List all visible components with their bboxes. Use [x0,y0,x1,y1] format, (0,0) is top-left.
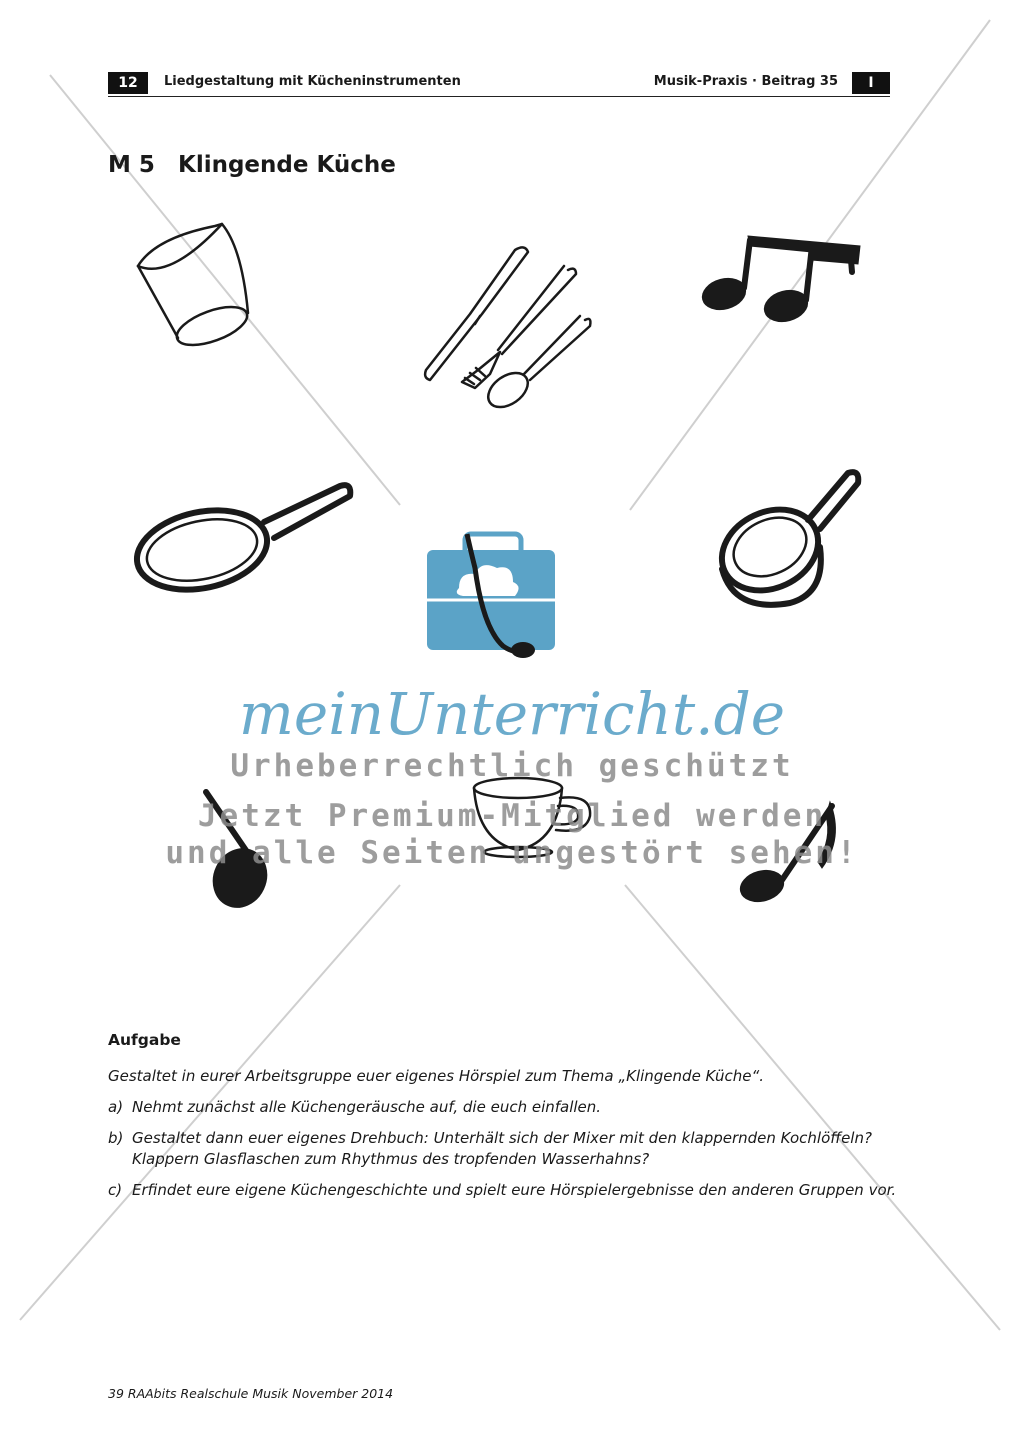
material-heading [108,152,396,178]
task-intro: Gestaltet in eurer Arbeitsgruppe euer eigenes Hörspiel zum Thema „Klingende Küche“. [108,1066,765,1085]
watermark-premium-line: Jetzt Premium-Mitglied werden [197,798,827,834]
task-item [108,1180,908,1201]
task-item-text: Gestaltet dann euer eigenes Drehbuch: Unterhält sich der Mixer mit den klappernden Kochlöffeln? Klappern Glasflaschen zum Rhythmus des tropfenden Wasserhahns? [132,1128,872,1168]
task-item-text: Erfindet eure eigene Küchengeschichte und spielt eure Hörspielergebnisse den anderen Gruppen vor. [132,1180,897,1199]
frying-pan-icon [130,478,360,596]
briefcase-watermark-icon [425,528,560,663]
task-item-marker: c) [108,1180,123,1199]
page-number: 12 [108,72,148,94]
task-item-marker: b) [108,1128,124,1147]
page-header [108,70,890,97]
task-heading: Aufgabe [108,1031,181,1049]
task-item-marker: a) [108,1097,124,1116]
task-item [108,1128,908,1170]
watermark-brand: meinUnterricht.de [238,680,786,748]
watermark-copyright-line: Urheberrechtlich geschützt [230,748,794,784]
cup-icon [130,218,260,348]
material-code: M 5 [108,152,155,178]
level-badge: I [852,72,890,94]
task-section [108,1030,908,1211]
cutlery-icon [420,242,600,412]
task-item [108,1097,908,1118]
saucepan-icon [712,465,867,625]
material-title: Klingende Küche [178,152,396,178]
issue-label: Musik-Praxis · Beitrag 35 [653,74,838,89]
eighth-notes-icon [700,232,870,342]
series-title: Liedgestaltung mit Kücheninstrumenten [164,74,461,89]
page-footer: 39 RAAbits Realschule Musik November 2014 [108,1386,394,1401]
task-item-text: Nehmt zunächst alle Küchengeräusche auf, die euch einfallen. [132,1097,602,1116]
watermark-pages-line: und alle Seiten ungestört sehen! [165,835,859,871]
